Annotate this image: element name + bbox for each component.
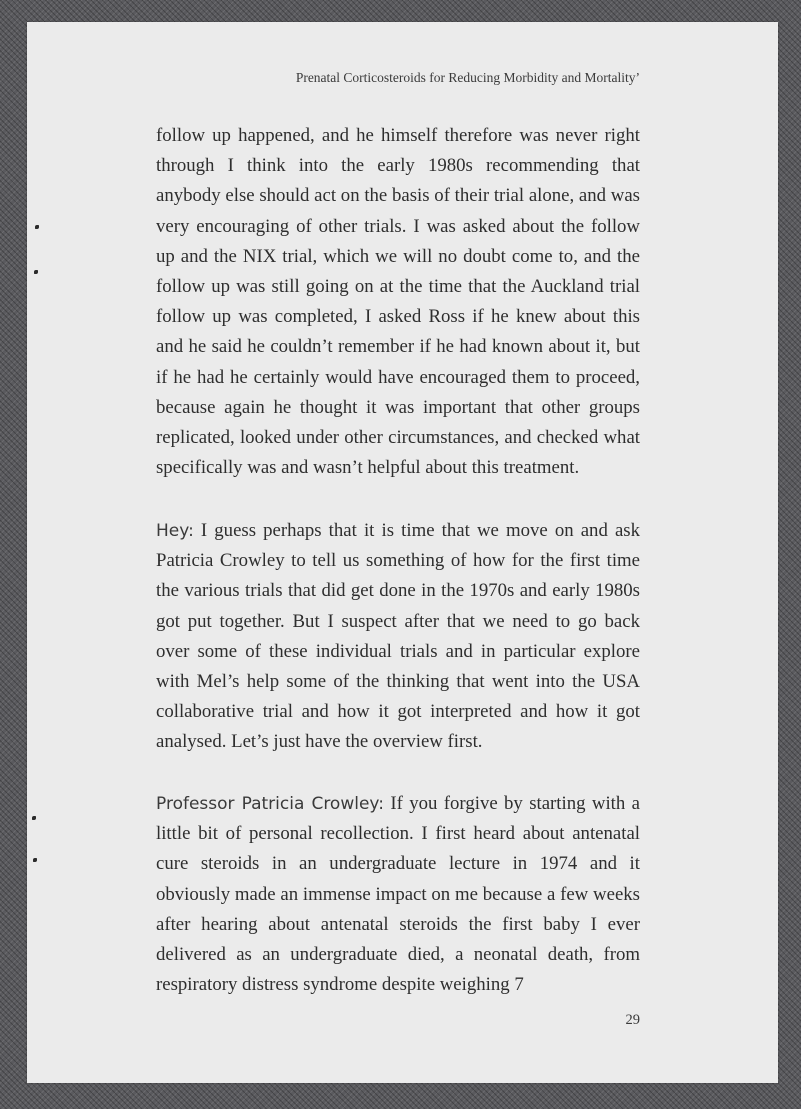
paragraph-continuation [156, 121, 640, 483]
paragraph-text: I guess perhaps that it is time that we move on and ask Patricia Crowley to tell us something of how for the first time the various trials that did get done in the 1970s and early 1980s got put together. But I suspect after that we need to go back over some of these individual trials and in particular explore with Mel’s help some of the thinking that went into the USA collaborative trial and how it got interpreted and how it got analysed. Let’s just have the overview first. [156, 520, 640, 753]
paragraph-text: If you forgive by starting with a little bit of personal recollection. I first heard about antenatal cure steroids in an undergraduate lecture in 1974 and it obviously made an immense impact on me because a few weeks after hearing about antenatal steroids the first baby I ever delivered as an undergraduate died, a neonatal death, from respiratory distress syndrome despite weighing 7 [156, 793, 640, 996]
document-page [27, 22, 778, 1083]
margin-speck [32, 816, 36, 820]
margin-speck [33, 858, 37, 862]
paragraph-crowley [156, 789, 640, 1000]
speaker-label: Hey: [156, 521, 194, 541]
page-number: 29 [625, 1012, 640, 1028]
margin-speck [35, 225, 39, 229]
paragraph-text: follow up happened, and he himself therefore was never right through I think into the early 1980s recommending that anybody else should act on the basis of their trial alone, and was very encouraging of other trials. I was asked about the follow up and the NIX trial, which we will no doubt come to, and the follow up was still going on at the time that the Auckland trial follow up was completed, I asked Ross if he knew about this and he said he couldn’t remember if he had known about it, but if he had he certainly would have encouraged them to proceed, because again he thought it was important that other groups replicated, looked under other circumstances, and checked what specifically was and wasn’t helpful about this treatment. [156, 125, 640, 479]
margin-speck [34, 270, 38, 274]
paragraph-hey [156, 516, 640, 758]
speaker-label: Professor Patricia Crowley: [156, 794, 384, 814]
running-head: Prenatal Corticosteroids for Reducing Morbidity and Mortality’ [295, 70, 640, 85]
